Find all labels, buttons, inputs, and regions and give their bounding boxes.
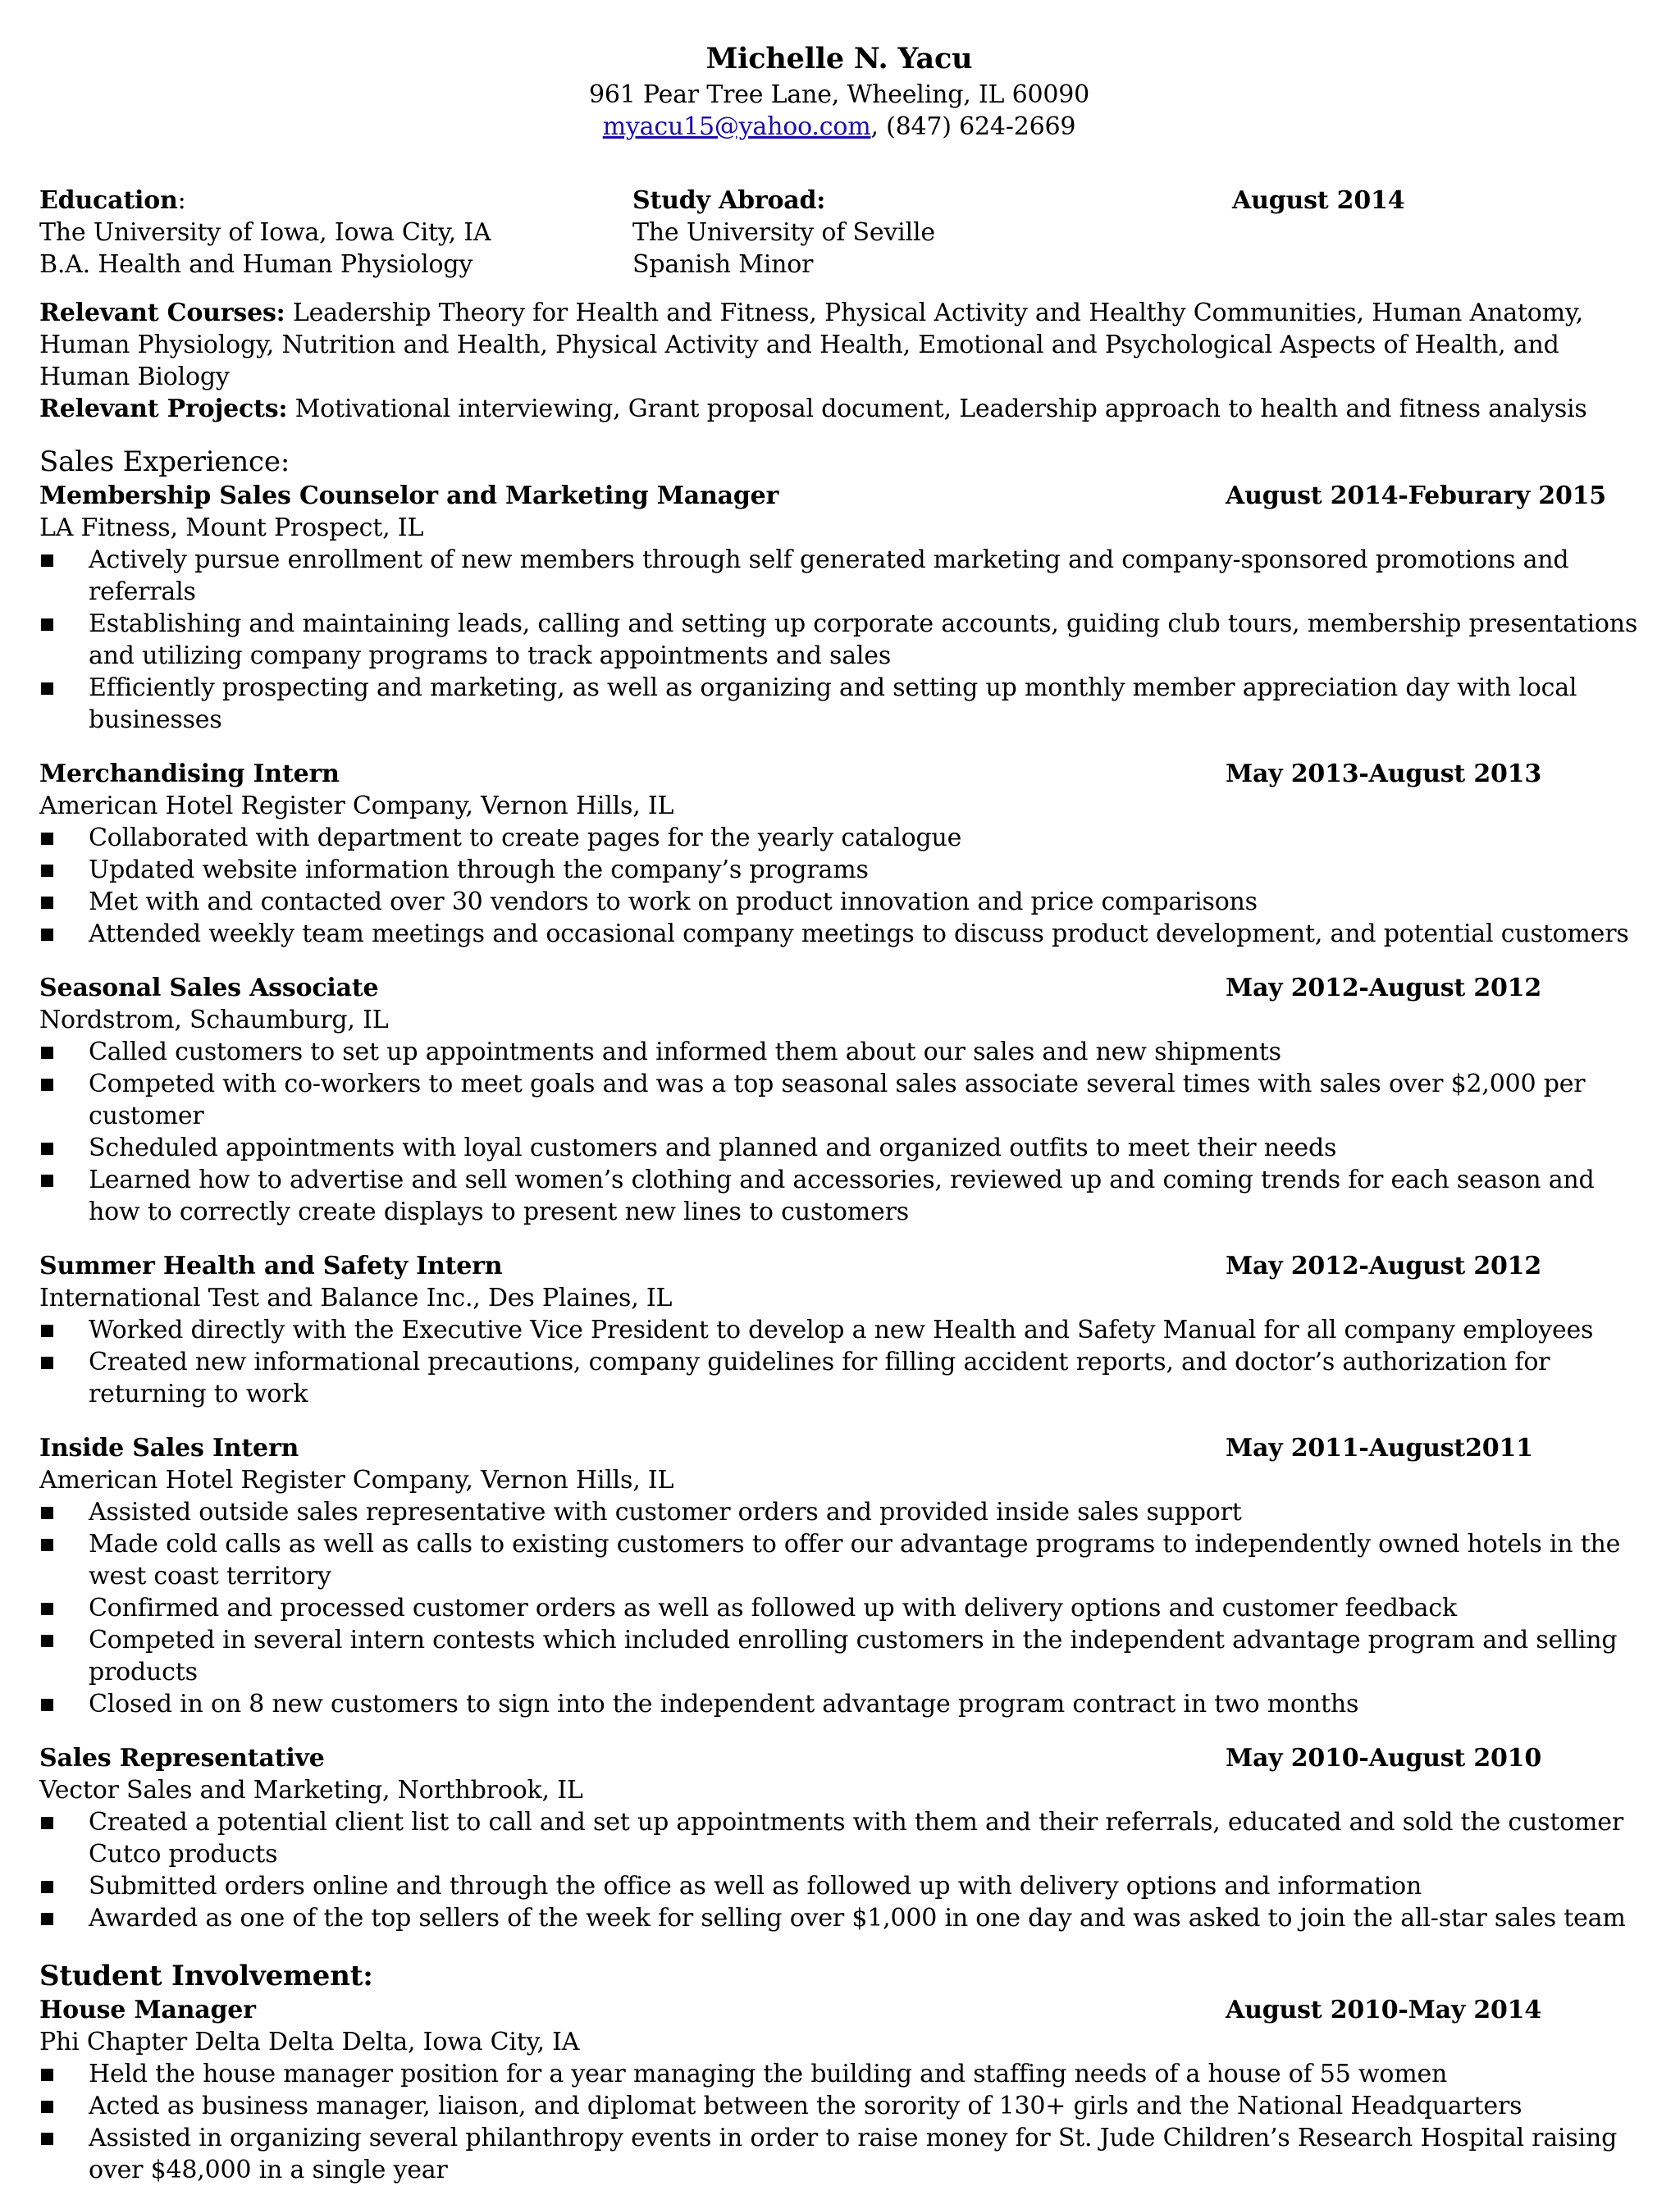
- job-company: LA Fitness, Mount Prospect, IL: [39, 513, 424, 542]
- job-bullet: Created new informational precautions, company guidelines for filling accident reports, and doctor’s authorization for returning to work: [39, 1346, 1639, 1410]
- study-abroad-column: [632, 185, 935, 281]
- job-company: Phi Chapter Delta Delta Delta, Iowa City, IA: [39, 2028, 580, 2056]
- job-entry: [39, 758, 1639, 950]
- job-bullet: Efficiently prospecting and marketing, as well as organizing and setting up monthly member appreciation day with local businesses: [39, 672, 1639, 736]
- job-bullet: Scheduled appointments with loyal customers and planned and organized outfits to meet their needs: [39, 1132, 1639, 1164]
- job-title: Merchandising Intern: [39, 760, 340, 788]
- relevant-projects: Relevant Projects: Motivational interviewing, Grant proposal document, Leadership approach to health and fitness analysis: [39, 395, 1587, 423]
- job-bullet-list: [39, 1314, 1639, 1410]
- job-company: International Test and Balance Inc., Des Plaines, IL: [39, 1284, 673, 1312]
- job-bullet: Updated website information through the company’s programs: [39, 854, 1639, 886]
- education-heading: Education:: [39, 186, 186, 215]
- job-entry: [39, 1250, 1639, 1410]
- education-school: The University of Iowa, Iowa City, IA: [39, 218, 491, 247]
- job-date: May 2011-August2011: [1226, 1434, 1533, 1463]
- study-abroad-minor: Spanish Minor: [632, 250, 814, 279]
- job-bullet: Attended weekly team meetings and occasional company meetings to discuss product development, and potential customers: [39, 918, 1639, 950]
- relevant-courses: Relevant Courses: Leadership Theory for Health and Fitness, Physical Activity and Healthy Communities, Human Anatomy, Human Physiology, Nutrition and Health, Physical Activity and Health, Emotional and Psychological Aspects of Health, and Human Biology: [39, 299, 1583, 391]
- job-bullet: Establishing and maintaining leads, calling and setting up corporate accounts, guiding club tours, membership presentations and utilizing company programs to track appointments and sales: [39, 608, 1639, 672]
- job-company: American Hotel Register Company, Vernon Hills, IL: [39, 1466, 674, 1495]
- job-bullet: Competed in several intern contests which included enrolling customers in the independent advantage program and selling products: [39, 1624, 1639, 1688]
- job-bullet: Learned how to advertise and sell women’s clothing and accessories, reviewed up and coming trends for each season and how to correctly create displays to present new lines to customers: [39, 1164, 1639, 1228]
- job-bullet: Actively pursue enrollment of new members through self generated marketing and company-sponsored promotions and referrals: [39, 544, 1639, 608]
- job-bullet: Created a potential client list to call and set up appointments with them and their referrals, educated and sold the customer Cutco products: [39, 1806, 1639, 1870]
- resume-page: [39, 39, 1639, 2186]
- job-date: August 2014-Feburary 2015: [1226, 481, 1606, 510]
- job-bullet: Worked directly with the Executive Vice President to develop a new Health and Safety Manual for all company employees: [39, 1314, 1639, 1346]
- job-bullet: Awarded as one of the top sellers of the week for selling over $1,000 in one day and was asked to join the all-star sales team: [39, 1902, 1639, 1934]
- job-bullet: Competed with co-workers to meet goals and was a top seasonal sales associate several times with sales over $2,000 per customer: [39, 1068, 1639, 1132]
- job-bullet: Held the house manager position for a year managing the building and staffing needs of a house of 55 women: [39, 2058, 1639, 2090]
- job-entry: [39, 972, 1639, 1228]
- student-involvement-list: [39, 1994, 1639, 2186]
- education-block: [39, 185, 1639, 281]
- job-title: Sales Representative: [39, 1744, 325, 1773]
- study-abroad-heading: Study Abroad:: [632, 186, 826, 215]
- job-company: Nordstrom, Schaumburg, IL: [39, 1006, 389, 1034]
- job-bullet: Confirmed and processed customer orders as well as followed up with delivery options and customer feedback: [39, 1592, 1639, 1624]
- job-title: House Manager: [39, 1996, 256, 2024]
- email-link[interactable]: myacu15@yahoo.com: [602, 112, 871, 141]
- job-bullet: Acted as business manager, liaison, and diplomat between the sorority of 130+ girls and the National Headquarters: [39, 2090, 1639, 2122]
- student-involvement-heading: Student Involvement:: [39, 1960, 373, 1992]
- job-bullet: Met with and contacted over 30 vendors to work on product innovation and price comparisons: [39, 886, 1639, 918]
- study-abroad-school: The University of Seville: [632, 218, 935, 247]
- job-date: May 2013-August 2013: [1226, 760, 1542, 788]
- job-bullet: Closed in on 8 new customers to sign into the independent advantage program contract in two months: [39, 1688, 1639, 1720]
- resume-header: [39, 39, 1639, 143]
- job-title: Inside Sales Intern: [39, 1434, 299, 1463]
- job-entry: [39, 1432, 1639, 1720]
- job-title: Seasonal Sales Associate: [39, 974, 379, 1002]
- job-entry: [39, 480, 1639, 736]
- job-date: May 2010-August 2010: [1226, 1744, 1542, 1773]
- education-degree: B.A. Health and Human Physiology: [39, 250, 473, 279]
- sales-experience-heading: Sales Experience:: [39, 445, 290, 478]
- candidate-name: Michelle N. Yacu: [705, 42, 973, 75]
- job-entry: [39, 1994, 1639, 2186]
- job-bullet: Submitted orders online and through the office as well as followed up with delivery options and information: [39, 1870, 1639, 1902]
- job-bullet: Assisted outside sales representative with customer orders and provided inside sales support: [39, 1496, 1639, 1528]
- address: 961 Pear Tree Lane, Wheeling, IL 60090: [588, 80, 1090, 109]
- job-date: May 2012-August 2012: [1226, 1252, 1542, 1280]
- job-bullet: Called customers to set up appointments and informed them about our sales and new shipments: [39, 1036, 1639, 1068]
- job-bullet-list: [39, 1036, 1639, 1228]
- contact-line: [39, 111, 1639, 143]
- job-bullet: Collaborated with department to create pages for the yearly catalogue: [39, 822, 1639, 854]
- job-header: [39, 1994, 1639, 2026]
- job-header: [39, 480, 1639, 512]
- study-abroad-date: August 2014: [1232, 186, 1405, 215]
- job-header: [39, 1432, 1639, 1464]
- job-header: [39, 1742, 1639, 1774]
- job-bullet-list: [39, 544, 1639, 736]
- job-header: [39, 1250, 1639, 1282]
- job-header: [39, 758, 1639, 790]
- job-title: Summer Health and Safety Intern: [39, 1252, 503, 1280]
- sales-experience-list: [39, 480, 1639, 1934]
- job-title: Membership Sales Counselor and Marketing Manager: [39, 481, 779, 510]
- job-bullet-list: [39, 2058, 1639, 2186]
- job-company: Vector Sales and Marketing, Northbrook, IL: [39, 1776, 583, 1805]
- education-column: [39, 185, 491, 281]
- job-bullet-list: [39, 1806, 1639, 1934]
- job-date: May 2012-August 2012: [1226, 974, 1542, 1002]
- job-company: American Hotel Register Company, Vernon Hills, IL: [39, 792, 674, 820]
- job-bullet: Assisted in organizing several philanthropy events in order to raise money for St. Jude Children’s Research Hospital raising over $48,000 in a single year: [39, 2122, 1639, 2186]
- job-entry: [39, 1742, 1639, 1934]
- job-bullet: Made cold calls as well as calls to existing customers to offer our advantage programs to independently owned hotels in the west coast territory: [39, 1528, 1639, 1592]
- phone: , (847) 624-2669: [870, 112, 1076, 141]
- job-bullet-list: [39, 822, 1639, 950]
- job-header: [39, 972, 1639, 1004]
- job-date: August 2010-May 2014: [1226, 1996, 1542, 2024]
- job-bullet-list: [39, 1496, 1639, 1720]
